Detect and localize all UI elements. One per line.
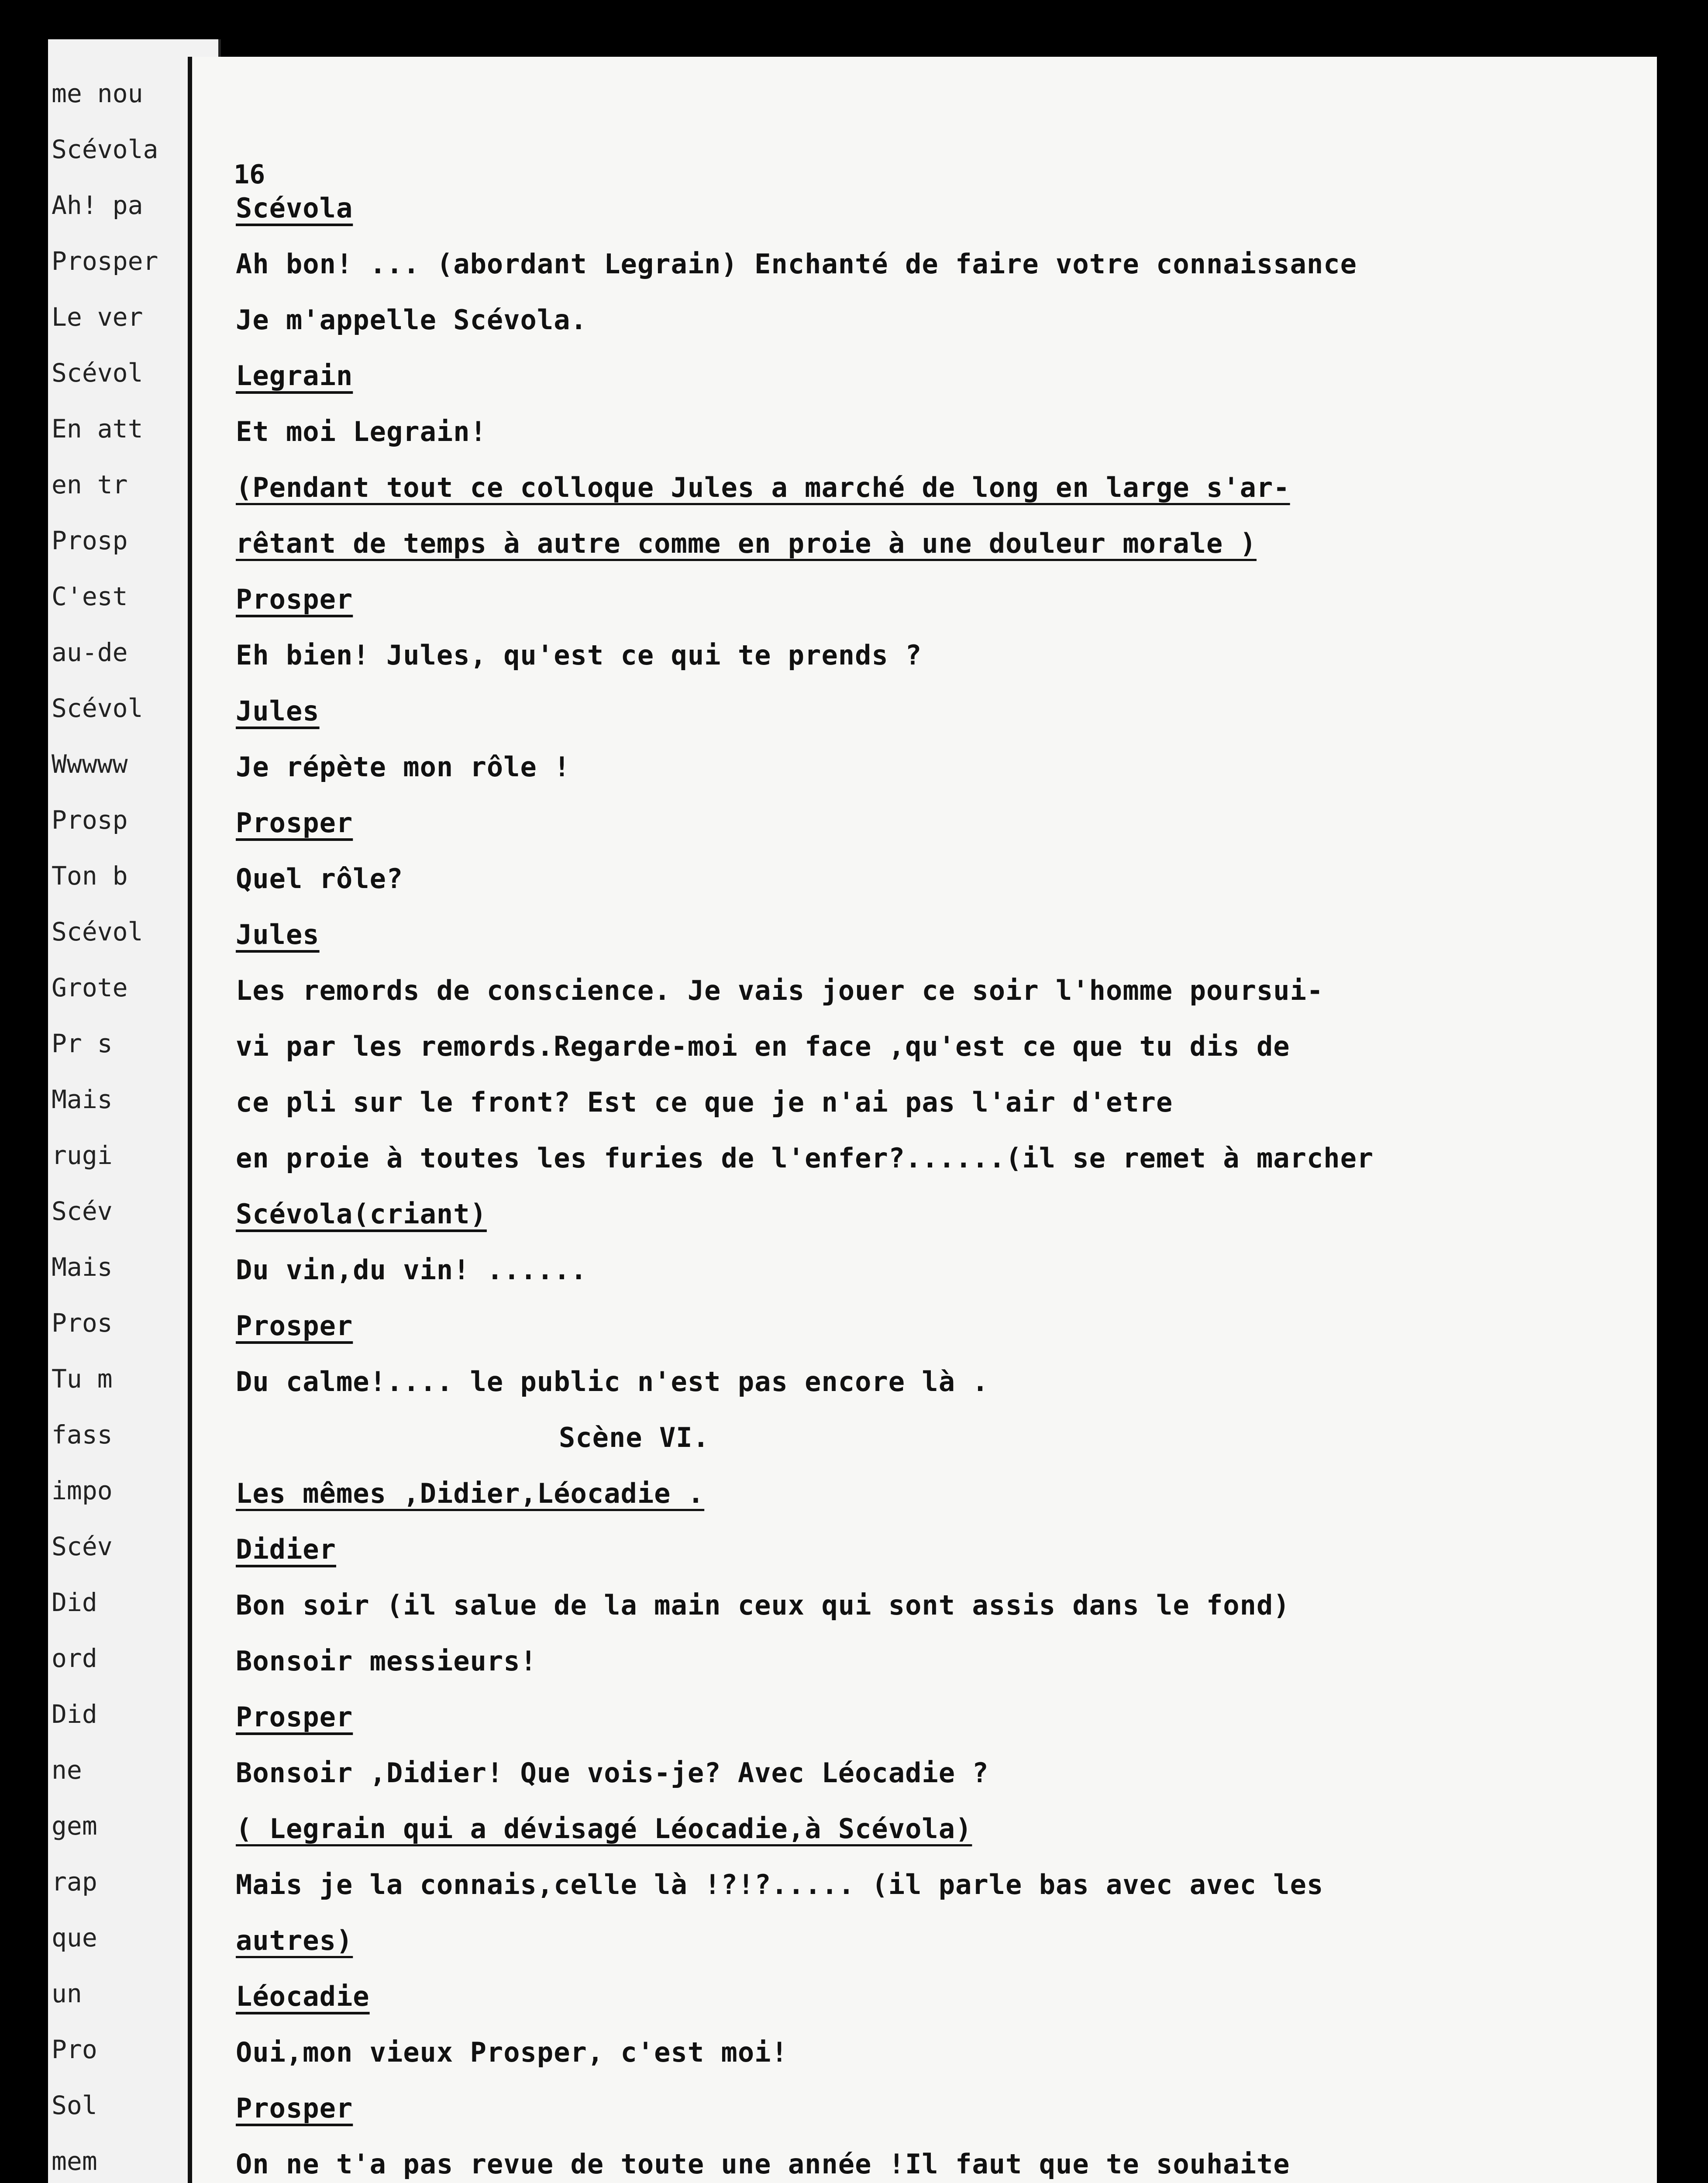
dialogue-line: Du vin,du vin! ...... bbox=[236, 1254, 587, 1286]
stage-direction: autres) bbox=[236, 1925, 353, 1956]
dialogue-line: Je répète mon rôle ! bbox=[236, 751, 571, 783]
dialogue-line: en proie à toutes les furies de l'enfer?......(il se remet à marcher bbox=[236, 1142, 1374, 1174]
strip-fragment: impo bbox=[52, 1476, 113, 1505]
strip-fragment: Mais bbox=[52, 1085, 113, 1114]
strip-fragment: Ah! pa bbox=[52, 190, 143, 220]
dialogue-line: On ne t'a pas revue de toute une année !Il faut que te souhaite bbox=[236, 2148, 1290, 2180]
bleed-through-text bbox=[192, 57, 1657, 2183]
strip-fragment: Mais bbox=[52, 1252, 113, 1282]
strip-fragment: Prosper bbox=[52, 246, 158, 276]
speaker-name: Prosper bbox=[236, 1701, 353, 1733]
strip-fragment: Did bbox=[52, 1587, 97, 1617]
page-number: 16 bbox=[234, 159, 265, 190]
strip-fragment: fass bbox=[52, 1420, 113, 1450]
speaker-name: Jules bbox=[236, 919, 320, 950]
dialogue-line: Bonsoir ,Didier! Que vois-je? Avec Léocadie ? bbox=[236, 1757, 989, 1789]
strip-fragment: un bbox=[52, 1979, 82, 2008]
strip-fragment: Wwwww bbox=[52, 749, 128, 779]
dialogue-line: Bonsoir messieurs! bbox=[236, 1645, 537, 1677]
dialogue-line: Je m'appelle Scévola. bbox=[236, 304, 587, 336]
speaker-name: Prosper bbox=[236, 1310, 353, 1342]
strip-fragment: en tr bbox=[52, 470, 128, 499]
dialogue-line: Mais je la connais,celle là !?!?..... (il parle bas avec avec les bbox=[236, 1869, 1324, 1901]
dialogue-line: Oui,mon vieux Prosper, c'est moi! bbox=[236, 2036, 788, 2068]
strip-fragment: au-de bbox=[52, 637, 128, 667]
dialogue-line: Du calme!.... le public n'est pas encore là . bbox=[236, 1366, 989, 1398]
strip-fragment: ord bbox=[52, 1643, 97, 1673]
strip-fragment: Scévol bbox=[52, 358, 143, 388]
dialogue-line: Ah bon! ... (abordant Legrain) Enchanté de faire votre connaissance bbox=[236, 248, 1357, 280]
stage-direction: Les mêmes ,Didier,Léocadie . bbox=[236, 1477, 705, 1509]
strip-fragment: Le ver bbox=[52, 302, 143, 332]
scene-heading: Scène VI. bbox=[559, 1422, 709, 1453]
speaker-name: Prosper bbox=[236, 807, 353, 839]
strip-fragment: Scévola bbox=[52, 134, 158, 164]
strip-fragment: Sol bbox=[52, 2090, 97, 2120]
dialogue-line: Bon soir (il salue de la main ceux qui sont assis dans le fond) bbox=[236, 1589, 1290, 1621]
strip-fragment: Prosp bbox=[52, 805, 128, 835]
strip-fragment: Ton b bbox=[52, 861, 128, 891]
strip-fragment: rugi bbox=[52, 1140, 113, 1170]
strip-fragment: Scévol bbox=[52, 917, 143, 947]
speaker-name: Léocadie bbox=[236, 1980, 370, 2012]
speaker-name: Legrain bbox=[236, 360, 353, 392]
strip-fragment: Tu m bbox=[52, 1364, 113, 1394]
typewritten-page bbox=[192, 57, 1657, 2183]
speaker-name: Didier bbox=[236, 1533, 336, 1565]
strip-fragment: En att bbox=[52, 414, 143, 444]
dialogue-line: Eh bien! Jules, qu'est ce qui te prends ? bbox=[236, 639, 922, 671]
speaker-name: Jules bbox=[236, 695, 320, 727]
dialogue-line: Et moi Legrain! bbox=[236, 416, 487, 448]
dialogue-line: ce pli sur le front? Est ce que je n'ai pas l'air d'etre bbox=[236, 1086, 1173, 1118]
dialogue-line: Les remords de conscience. Je vais jouer ce soir l'homme poursui- bbox=[236, 974, 1324, 1006]
dialogue-line: vi par les remords.Regarde-moi en face ,qu'est ce que tu dis de bbox=[236, 1030, 1290, 1062]
speaker-name: Scévola bbox=[236, 192, 353, 224]
strip-fragment: Prosp bbox=[52, 526, 128, 555]
strip-fragment: Pro bbox=[52, 2035, 97, 2064]
stage-direction: ( Legrain qui a dévisagé Léocadie,à Scévola) bbox=[236, 1813, 972, 1845]
strip-fragment: Pr s bbox=[52, 1029, 113, 1058]
stage-direction: rêtant de temps à autre comme en proie à une douleur morale ) bbox=[236, 527, 1257, 559]
speaker-name: Scévola(criant) bbox=[236, 1198, 487, 1230]
dialogue-line: Quel rôle? bbox=[236, 863, 403, 895]
strip-fragment: Scév bbox=[52, 1532, 113, 1561]
strip-fragment: gem bbox=[52, 1811, 97, 1841]
strip-fragment: ne bbox=[52, 1755, 82, 1785]
strip-fragment: mem bbox=[52, 2146, 97, 2176]
stage-direction: (Pendant tout ce colloque Jules a marché de long en large s'ar- bbox=[236, 472, 1290, 503]
strip-fragment: que bbox=[52, 1923, 97, 1952]
strip-fragment: Grote bbox=[52, 973, 128, 1002]
strip-fragment: rap bbox=[52, 1867, 97, 1897]
speaker-name: Prosper bbox=[236, 583, 353, 615]
speaker-name: Prosper bbox=[236, 2092, 353, 2124]
strip-fragment: Pros bbox=[52, 1308, 113, 1338]
strip-fragment: Did bbox=[52, 1699, 97, 1729]
strip-fragment: me nou bbox=[52, 79, 143, 108]
strip-fragment: Scév bbox=[52, 1196, 113, 1226]
strip-fragment: Scévol bbox=[52, 693, 143, 723]
strip-fragment: C'est bbox=[52, 582, 128, 611]
